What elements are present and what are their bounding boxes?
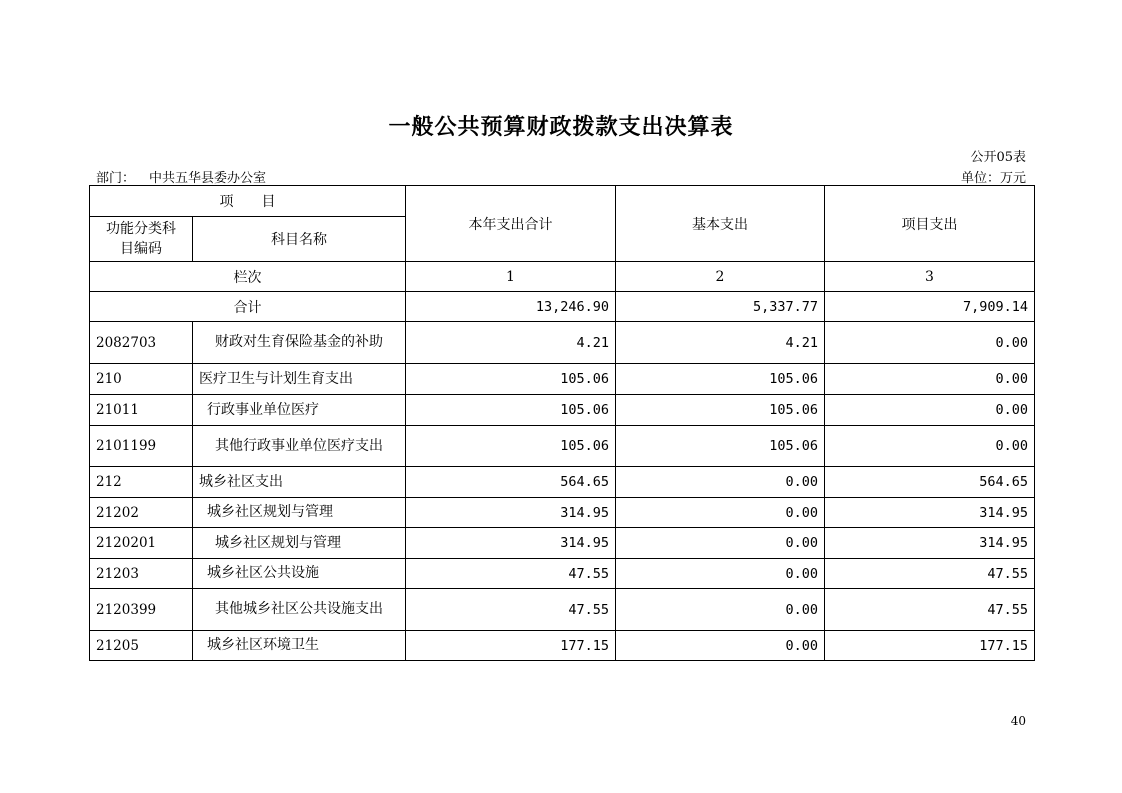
- total-row-basic: 5,337.77: [616, 292, 825, 322]
- table-row: [90, 589, 1035, 631]
- department-label: 部门：: [96, 171, 136, 186]
- row-project: 564.65: [825, 467, 1035, 498]
- table-row: [90, 559, 1035, 589]
- row-basic: 4.21: [616, 322, 825, 364]
- header-function-code: 功能分类科目编码: [90, 217, 193, 262]
- form-number: 公开05表: [970, 150, 1026, 165]
- row-project: 47.55: [825, 559, 1035, 589]
- row-project: 314.95: [825, 498, 1035, 528]
- header-subject-name: 科目名称: [193, 217, 406, 262]
- row-code: 21011: [90, 395, 193, 426]
- column-index-2: 2: [616, 262, 825, 292]
- unit-label: 单位：万元: [960, 171, 1026, 186]
- table-row: [90, 528, 1035, 559]
- header-project-expenditure: 项目支出: [825, 186, 1035, 262]
- row-total: 564.65: [406, 467, 616, 498]
- row-project: 0.00: [825, 322, 1035, 364]
- row-code: 2082703: [90, 322, 193, 364]
- row-code: 21203: [90, 559, 193, 589]
- table-row: [90, 631, 1035, 661]
- expenditure-table: [89, 185, 1035, 661]
- row-basic: 105.06: [616, 364, 825, 395]
- row-total: 314.95: [406, 528, 616, 559]
- row-code: 2120399: [90, 589, 193, 631]
- header-basic: 基本支出: [616, 186, 825, 262]
- table-row: [90, 426, 1035, 467]
- row-basic: 0.00: [616, 498, 825, 528]
- row-total: 105.06: [406, 364, 616, 395]
- row-code: 21202: [90, 498, 193, 528]
- column-index-label: 栏次: [90, 262, 406, 292]
- row-name: 财政对生育保险基金的补助: [193, 322, 406, 364]
- total-row-label: 合计: [90, 292, 406, 322]
- row-total: 105.06: [406, 395, 616, 426]
- row-name: 城乡社区支出: [193, 467, 406, 498]
- page-title: 一般公共预算财政拨款支出决算表: [388, 114, 734, 140]
- row-name: 城乡社区公共设施: [193, 559, 406, 589]
- table-row: [90, 467, 1035, 498]
- page-number: 40: [1010, 714, 1026, 728]
- column-index-3: 3: [825, 262, 1035, 292]
- table-row: [90, 498, 1035, 528]
- row-basic: 0.00: [616, 528, 825, 559]
- row-basic: 0.00: [616, 467, 825, 498]
- row-project: 47.55: [825, 589, 1035, 631]
- row-name: 城乡社区规划与管理: [193, 528, 406, 559]
- row-code: 2120201: [90, 528, 193, 559]
- row-code: 210: [90, 364, 193, 395]
- row-basic: 0.00: [616, 631, 825, 661]
- row-name: 城乡社区环境卫生: [193, 631, 406, 661]
- row-total: 4.21: [406, 322, 616, 364]
- row-name: 城乡社区规划与管理: [193, 498, 406, 528]
- row-total: 314.95: [406, 498, 616, 528]
- department-value: 中共五华县委办公室: [149, 171, 267, 186]
- row-code: 21205: [90, 631, 193, 661]
- department-line: [96, 167, 266, 186]
- row-total: 47.55: [406, 559, 616, 589]
- row-project: 0.00: [825, 395, 1035, 426]
- table-row: [90, 395, 1035, 426]
- row-project: 314.95: [825, 528, 1035, 559]
- row-name: 医疗卫生与计划生育支出: [193, 364, 406, 395]
- row-basic: 0.00: [616, 589, 825, 631]
- row-code: 2101199: [90, 426, 193, 467]
- row-basic: 0.00: [616, 559, 825, 589]
- row-basic: 105.06: [616, 426, 825, 467]
- table-row: [90, 322, 1035, 364]
- row-code: 212: [90, 467, 193, 498]
- total-row-project: 7,909.14: [825, 292, 1035, 322]
- column-index-1: 1: [406, 262, 616, 292]
- row-name: 其他城乡社区公共设施支出: [193, 589, 406, 631]
- row-project: 0.00: [825, 426, 1035, 467]
- table-row: [90, 364, 1035, 395]
- total-row-total: 13,246.90: [406, 292, 616, 322]
- row-project: 0.00: [825, 364, 1035, 395]
- header-project: 项 目: [90, 186, 406, 217]
- header-total: 本年支出合计: [406, 186, 616, 262]
- row-total: 105.06: [406, 426, 616, 467]
- row-name: 其他行政事业单位医疗支出: [193, 426, 406, 467]
- row-total: 177.15: [406, 631, 616, 661]
- row-project: 177.15: [825, 631, 1035, 661]
- row-total: 47.55: [406, 589, 616, 631]
- row-basic: 105.06: [616, 395, 825, 426]
- row-name: 行政事业单位医疗: [193, 395, 406, 426]
